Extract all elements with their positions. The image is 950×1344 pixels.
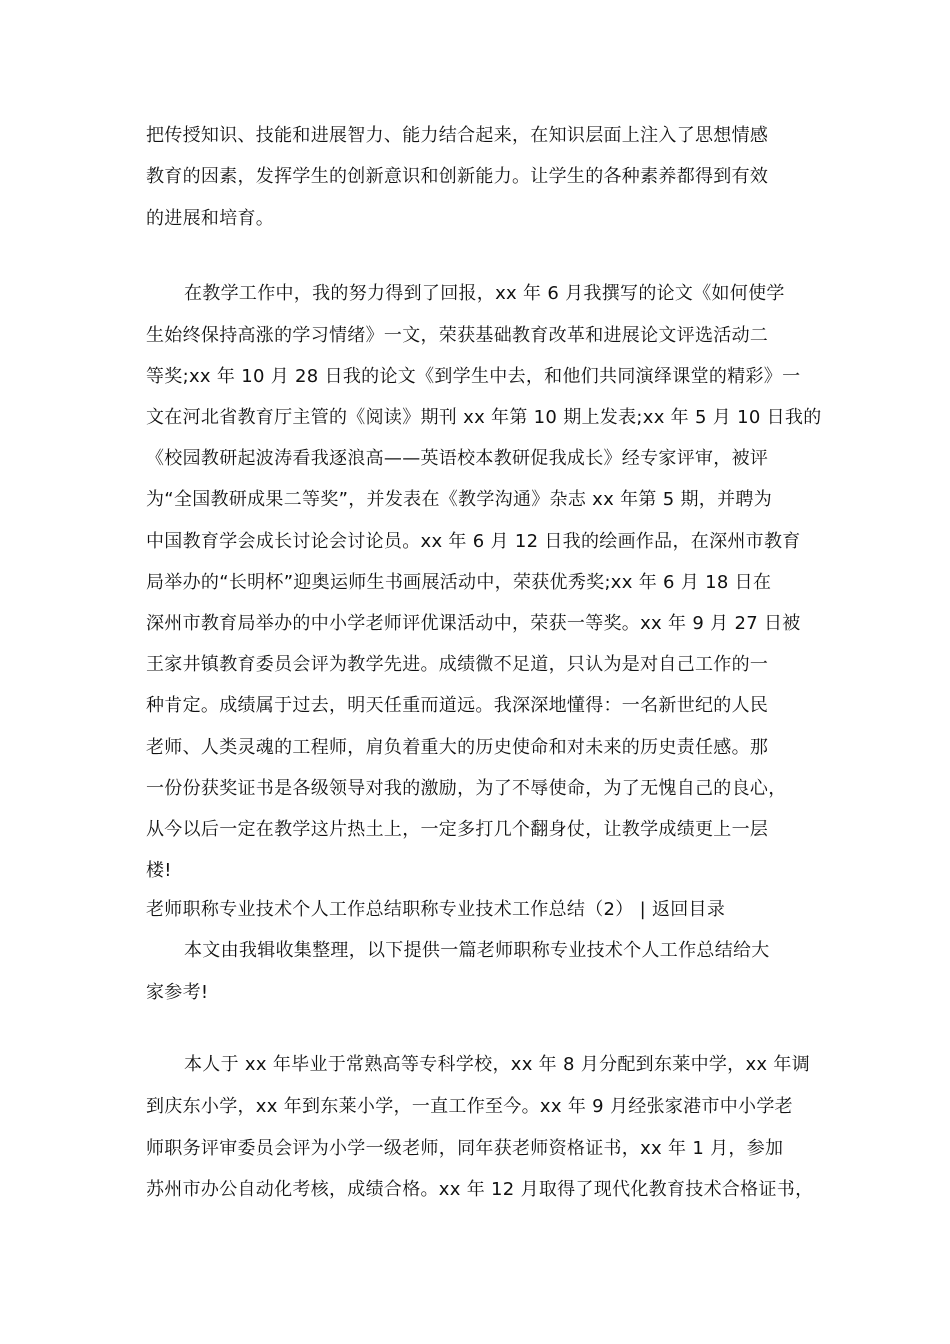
paragraph-2-line-1: 在教学工作中，我的努力得到了回报，xx 年 6 月我撰写的论文《如何使学 [184,283,785,304]
paragraph-2-line-10: 王家井镇教育委员会评为教学先进。成绩微不足道，只认为是对自己工作的一 [146,654,769,675]
paragraph-1-line-1: 把传授知识、技能和进展智力、能力结合起来，在知识层面上注入了思想情感 [146,125,769,146]
paragraph-2-line-13: 一份份获奖证书是各级领导对我的激励，为了不辱使命，为了无愧自己的良心， [146,778,787,799]
paragraph-4-line-1: 本人于 xx 年毕业于常熟高等专科学校，xx 年 8 月分配到东莱中学，xx 年调 [184,1054,810,1075]
paragraph-2-line-7: 中国教育学会成长讨论会讨论员。xx 年 6 月 12 日我的绘画作品，在深州市教育 [146,531,801,552]
paragraph-4-line-2: 到庆东小学，xx 年到东莱小学，一直工作至今。xx 年 9 月经张家港市中小学老 [146,1096,793,1117]
paragraph-1-line-3: 的进展和培育。 [146,208,275,229]
paragraph-2-line-12: 老师、人类灵魂的工程师，肩负着重大的历史使命和对未来的历史责任感。那 [146,737,769,758]
paragraph-2-line-6: 为“全国教研成果二等奖”，并发表在《教学沟通》杂志 xx 年第 5 期，并聘为 [146,489,772,510]
paragraph-1-line-2: 教育的因素，发挥学生的创新意识和创新能力。让学生的各种素养都得到有效 [146,166,769,187]
paragraph-4-line-3: 师职务评审委员会评为小学一级老师，同年获老师资格证书，xx 年 1 月，参加 [146,1138,784,1159]
paragraph-2-line-3: 等奖;xx 年 10 月 28 日我的论文《到学生中去，和他们共同演绎课堂的精彩》一 [146,366,801,387]
paragraph-2-line-8: 局举办的“长明杯”迎奥运师生书画展活动中，荣获优秀奖;xx 年 6 月 18 日在 [146,572,772,593]
paragraph-2-line-2: 生始终保持高涨的学习情绪》一文，荣获基础教育改革和进展论文评选活动二 [146,325,769,346]
paragraph-3-line-1: 本文由我辑收集整理，以下提供一篇老师职称专业技术个人工作总结给大 [184,940,770,961]
paragraph-4-line-4: 苏州市办公自动化考核，成绩合格。xx 年 12 月取得了现代化教育技术合格证书， [146,1179,814,1200]
paragraph-2-line-15: 楼! [146,860,172,881]
section-heading: 老师职称专业技术个人工作总结职称专业技术工作总结（2） | 返回目录 [146,899,726,920]
paragraph-2-line-9: 深州市教育局举办的中小学老师评优课活动中，荣获一等奖。xx 年 9 月 27 日被 [146,613,801,634]
paragraph-3-line-2: 家参考! [146,982,209,1003]
paragraph-2-line-4: 文在河北省教育厅主管的《阅读》期刊 xx 年第 10 期上发表;xx 年 5 月 10 日我的 [146,407,822,428]
paragraph-2-line-5: 《校园教研起波涛看我逐浪高——英语校本教研促我成长》经专家评审，被评 [146,448,769,469]
paragraph-2-line-11: 种肯定。成绩属于过去，明天任重而道远。我深深地懂得：一名新世纪的人民 [146,695,769,716]
paragraph-2-line-14: 从今以后一定在教学这片热土上，一定多打几个翻身仗，让教学成绩更上一层 [146,819,769,840]
